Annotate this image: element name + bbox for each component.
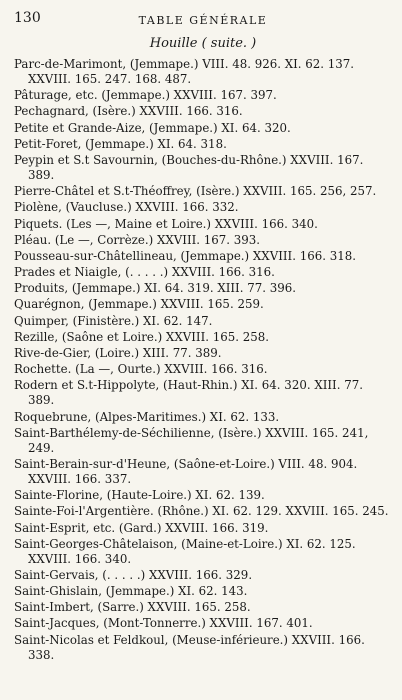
- page-header: [14, 8, 392, 32]
- index-entry: Saint-Georges-Châtelaison, (Maine-et-Loire.) XI. 62. 125. XXVIII. 166. 340.: [14, 536, 356, 566]
- index-entry: Quimper, (Finistère.) XI. 62. 147.: [14, 313, 213, 328]
- running-title: TABLE GÉNÉRALE: [138, 14, 268, 27]
- index-entry-list: [14, 57, 392, 663]
- index-entry: Petite et Grande-Aize, (Jemmape.) XI. 64. 320.: [14, 120, 291, 135]
- index-entry: Pousseau-sur-Châtellineau, (Jemmape.) XXVIII. 166. 318.: [14, 248, 356, 263]
- index-entry: Rodern et S.t-Hippolyte, (Haut-Rhin.) XI. 64. 320. XIII. 77. 389.: [14, 378, 363, 408]
- index-entry: Sainte-Foi-l'Argentière. (Rhône.) XI. 62. 129. XXVIII. 165. 245.: [14, 504, 389, 519]
- index-entry: Saint-Gervais, (. . . . .) XXVIII. 166. 329.: [14, 567, 253, 582]
- index-entry: Petit-Foret, (Jemmape.) XI. 64. 318.: [14, 136, 227, 151]
- index-entry: Saint-Barthélemy-de-Séchilienne, (Isère.) XXVIII. 165. 241, 249.: [14, 425, 369, 455]
- index-entry: Saint-Ghislain, (Jemmape.) XI. 62. 143.: [14, 584, 248, 599]
- index-entry: Pléau. (Le —, Corrèze.) XXVIII. 167. 393.: [14, 232, 261, 247]
- index-entry: Saint-Berain-sur-d'Heune, (Saône-et-Loire.) VIII. 48. 904. XXVIII. 166. 337.: [14, 456, 358, 486]
- index-entry: Parc-de-Marimont, (Jemmape.) VIII. 48. 926. XI. 62. 137. XXVIII. 165. 247. 168. 487.: [14, 57, 355, 86]
- index-entry: Saint-Nicolas et Feldkoul, (Meuse-inférieure.) XXVIII. 166. 338.: [14, 632, 365, 662]
- index-entry: Pâturage, etc. (Jemmape.) XXVIII. 167. 397.: [14, 88, 277, 103]
- index-entry: Roquebrune, (Alpes-Maritimes.) XI. 62. 133.: [14, 409, 280, 424]
- index-entry: Sainte-Florine, (Haute-Loire.) XI. 62. 139.: [14, 488, 265, 503]
- index-entry: Piquets. (Les —, Maine et Loire.) XXVIII. 166. 340.: [14, 216, 318, 231]
- section-heading: Houille ( suite. ): [149, 36, 257, 51]
- index-entry: Produits, (Jemmape.) XI. 64. 319. XIII. 77. 396.: [14, 281, 296, 296]
- index-entry: Saint-Imbert, (Sarre.) XXVIII. 165. 258.: [14, 600, 251, 615]
- index-entry: Rive-de-Gier, (Loire.) XIII. 77. 389.: [14, 346, 222, 360]
- index-entry: Prades et Niaigle, (. . . . .) XXVIII. 166. 316.: [14, 265, 275, 280]
- page-number: 130: [14, 10, 41, 26]
- index-entry: Rezille, (Saône et Loire.) XXVIII. 165. 258.: [14, 329, 270, 344]
- index-entry: Saint-Jacques, (Mont-Tonnerre.) XXVIII. 167. 401.: [14, 616, 313, 631]
- index-entry: Piolène, (Vaucluse.) XXVIII. 166. 332.: [14, 200, 239, 215]
- index-entry: Rochette. (La —, Ourte.) XXVIII. 166. 316.: [14, 362, 268, 377]
- index-entry: Pierre-Châtel et S.t-Théoffrey, (Isère.) XXVIII. 165. 256, 257.: [14, 184, 377, 199]
- index-entry: Quarégnon, (Jemmape.) XXVIII. 165. 259.: [14, 297, 264, 312]
- index-entry: Pechagnard, (Isère.) XXVIII. 166. 316.: [14, 104, 243, 119]
- index-entry: Saint-Esprit, etc. (Gard.) XXVIII. 166. 319.: [14, 520, 269, 535]
- index-entry: Peypin et S.t Savournin, (Bouches-du-Rhône.) XXVIII. 167. 389.: [14, 152, 364, 182]
